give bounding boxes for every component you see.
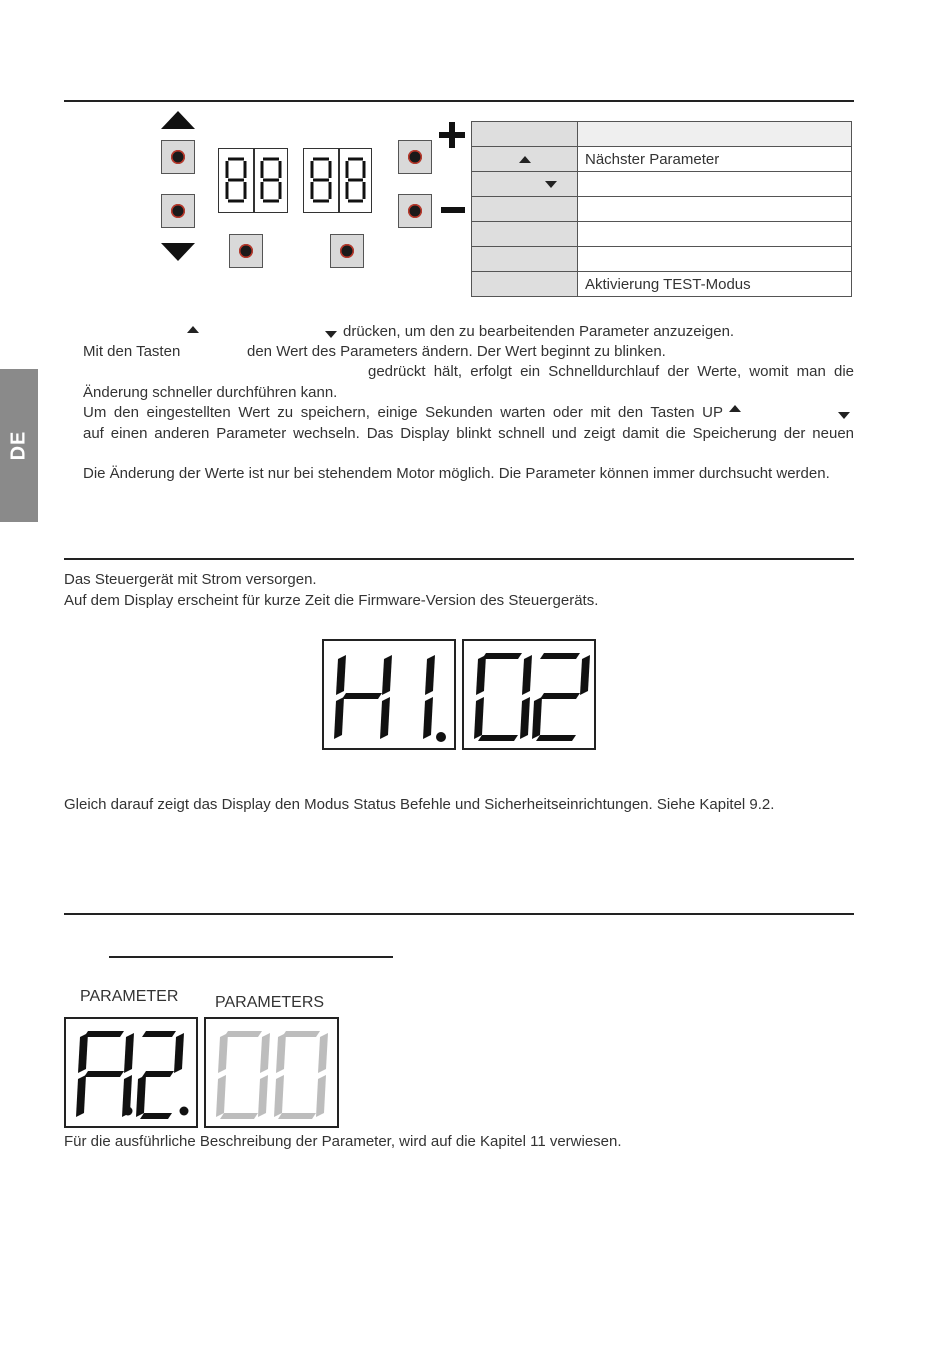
keypad-display-digit-1	[218, 148, 254, 213]
instruction-line-3: gedrückt hält, erfolgt ein Schnelldurchlauf der Werte, womit man die	[368, 363, 854, 380]
parameter-footnote: Für die ausführliche Beschreibung der Parameter, wird auf die Kapitel 11 verwiesen.	[64, 1133, 622, 1150]
subsection-underline	[109, 956, 393, 958]
right-button[interactable]	[330, 234, 364, 268]
table-row	[472, 122, 852, 147]
section-rule-power	[64, 558, 854, 560]
table-cell-next-parameter: Nächster Parameter	[578, 147, 852, 172]
firmware-display-left	[322, 639, 456, 750]
table-row	[472, 147, 852, 172]
table-cell-test-mode: Aktivierung TEST-Modus	[578, 272, 852, 297]
minus-icon	[441, 207, 465, 213]
instruction-line-6: auf einen anderen Parameter wechseln. Das Display blinkt schnell und zeigt damit die Speicherung der neuen	[83, 425, 854, 442]
left-button[interactable]	[229, 234, 263, 268]
parameter-value-display	[204, 1017, 339, 1128]
inline-up-icon-2	[729, 405, 741, 412]
inline-up-icon	[187, 326, 199, 333]
inline-down-icon-2	[838, 412, 850, 419]
instruction-line-7: Die Änderung der Werte ist nur bei stehendem Motor möglich. Die Parameter können immer durchsucht werden.	[83, 465, 830, 482]
power-line-1: Das Steuergerät mit Strom versorgen.	[64, 571, 317, 588]
instruction-line-4: Änderung schneller durchführen kann.	[83, 384, 338, 401]
table-row	[472, 172, 852, 197]
instruction-line-1: drücken, um den zu bearbeitenden Parameter anzuzeigen.	[343, 323, 735, 340]
table-row	[472, 272, 852, 297]
key-down-icon	[545, 181, 557, 188]
minus-button[interactable]	[398, 194, 432, 228]
keypad-display-digit-4	[339, 148, 372, 213]
parameter-label: PARAMETER	[80, 988, 179, 1005]
power-after-text: Gleich darauf zeigt das Display den Modus Status Befehle und Sicherheitseinrichtungen. Siehe Kapitel 9.2.	[64, 796, 775, 813]
instruction-line-2b: den Wert des Parameters ändern. Der Wert beginnt zu blinken.	[247, 343, 666, 360]
plus-button[interactable]	[398, 140, 432, 174]
language-tab	[0, 369, 38, 522]
language-tab-label: DE	[7, 430, 30, 461]
up-button[interactable]	[161, 140, 195, 174]
key-up-icon	[519, 156, 531, 163]
firmware-display-right	[462, 639, 596, 750]
keypad-function-table	[471, 121, 852, 297]
table-row	[472, 222, 852, 247]
inline-down-icon	[325, 331, 337, 338]
down-button[interactable]	[161, 194, 195, 228]
parameters-label: PARAMETERS	[215, 994, 325, 1011]
table-row	[472, 197, 852, 222]
keypad-display-digit-2	[254, 148, 288, 213]
instruction-line-2a: Mit den Tasten	[83, 343, 181, 360]
keypad-display-digit-3	[303, 148, 339, 213]
parameter-display	[64, 1017, 198, 1128]
arrow-down-icon	[161, 243, 195, 261]
keypad-diagram	[150, 105, 470, 275]
instruction-line-5: Um den eingestellten Wert zu speichern, einige Sekunden warten oder mit den Tasten UP	[83, 404, 723, 421]
arrow-up-icon	[161, 111, 195, 129]
power-line-2: Auf dem Display erscheint für kurze Zeit die Firmware-Version des Steuergeräts.	[64, 592, 599, 609]
plus-icon	[439, 122, 465, 148]
section-rule-top	[64, 100, 854, 102]
section-rule-parameters	[64, 913, 854, 915]
table-row	[472, 247, 852, 272]
